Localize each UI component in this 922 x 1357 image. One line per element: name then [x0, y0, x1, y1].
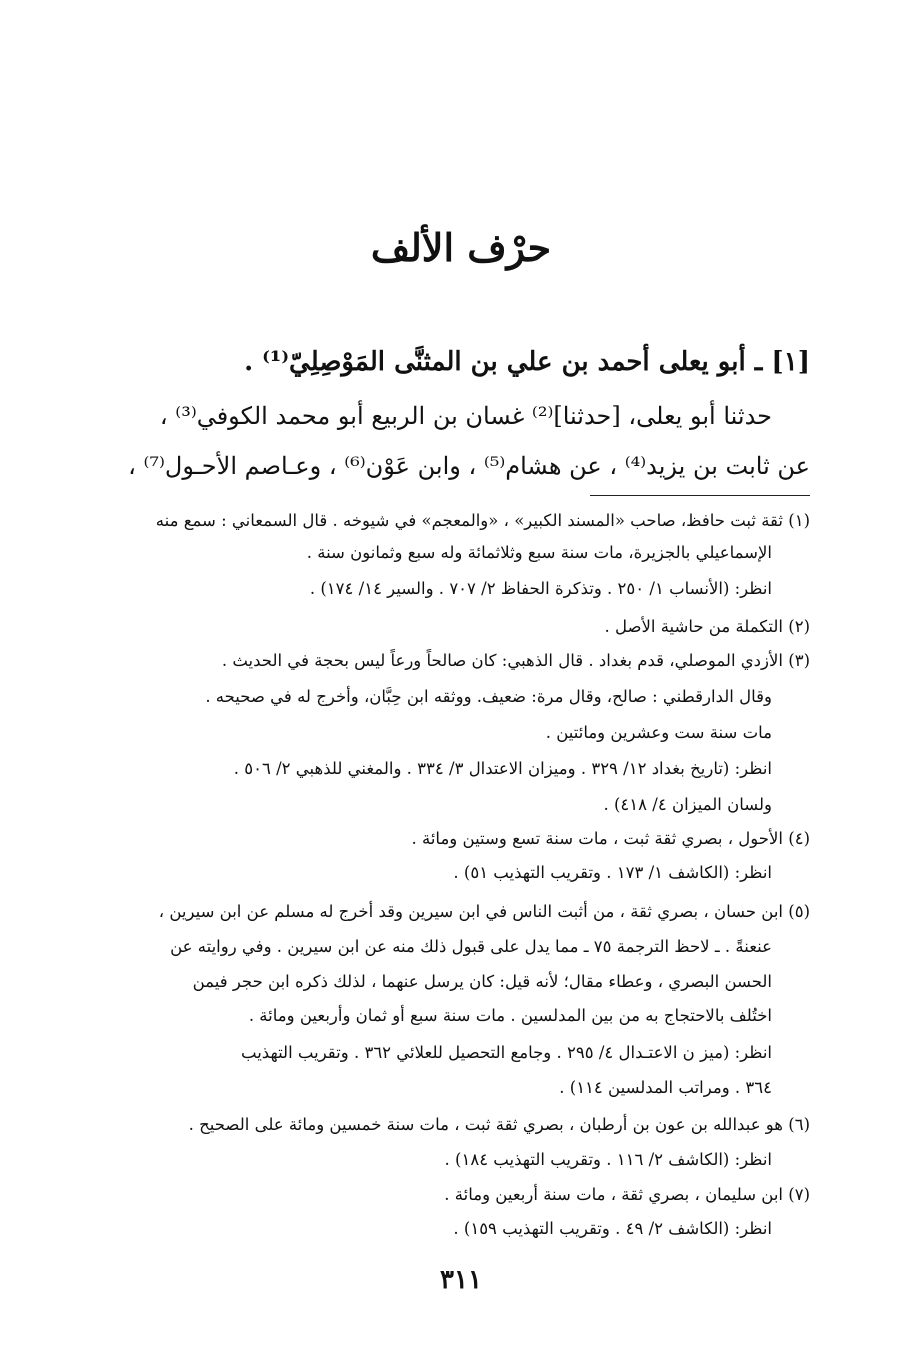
footnote-line: ٣٦٤ . ومراتب المدلسين ١١٤) . [559, 1078, 772, 1097]
footnote-line: (٤) الأحول ، بصري ثقة ثبت ، مات سنة تسع وستين ومائة . [411, 829, 810, 848]
footnote-line: مات سنة ست وعشرين ومائتين . [545, 723, 772, 742]
footnote-separator [590, 495, 810, 496]
footnote-line: الحسن البصري ، وعطاء مقال؛ لأنه قيل: كان يرسل عنهما ، لذلك ذكره ابن حجر فيمن [192, 972, 772, 991]
footnote-line: انظر: (تاريخ بغداد ١٢/ ٣٢٩ . وميزان الاعتدال ٣/ ٣٣٤ . والمغني للذهبي ٢/ ٥٠٦ . [233, 759, 772, 778]
footnote-line: الإسماعيلي بالجزيرة، مات سنة سبع وثلاثمائة وله سبع وثمانون سنة . [306, 543, 772, 562]
entry-body-line: عن ثابت بن يزيد⁽⁴⁾ ، عن هشام⁽⁵⁾ ، وابن عَوْن⁽⁶⁾ ، وعـاصم الأحـول⁽⁷⁾ ، [128, 452, 810, 480]
footnote-line: (٣) الأزدي الموصلي، قدم بغداد . قال الذهبي: كان صالحاً ورعاً ليس بحجة في الحديث . [221, 651, 810, 670]
footnote-line: ولسان الميزان ٤/ ٤١٨) . [603, 795, 772, 814]
footnote-line: وقال الدارقطني : صالح، وقال مرة: ضعيف. ووثقه ابن حِبَّان، وأخرج له في صحيحه . [205, 687, 772, 706]
footnote-line: انظر: (الكاشف ١/ ١٧٣ . وتقريب التهذيب ٥١) . [453, 863, 772, 882]
footnote-line: انظر: (الكاشف ٢/ ٤٩ . وتقريب التهذيب ١٥٩) . [453, 1219, 772, 1238]
footnote-line: (٢) التكملة من حاشية الأصل . [604, 617, 810, 636]
footnote-line: انظر: (الكاشف ٢/ ١١٦ . وتقريب التهذيب ١٨٤) . [444, 1150, 772, 1169]
footnote-line: (٦) هو عبدالله بن عون بن أرطبان ، بصري ثقة ثبت ، مات سنة خمسين ومائة على الصحيح . [188, 1115, 810, 1134]
entry-heading: [١] ـ أبو يعلى أحمد بن علي بن المثنَّى المَوْصِلِيّ⁽¹⁾ . [244, 347, 810, 377]
footnote-line: انظر: (ميز ن الاعتـدال ٤/ ٢٩٥ . وجامع التحصيل للعلائي ٣٦٢ . وتقريب التهذيب [241, 1043, 772, 1062]
page-number: ٣١١ [440, 1265, 482, 1295]
entry-body-line: حدثنا أبو يعلى، [حدثنا]⁽²⁾ غسان بن الربيع أبو محمد الكوفي⁽³⁾ ، [159, 402, 772, 430]
chapter-title: حرْف الألف [370, 225, 552, 270]
footnote-line: اختُلف بالاحتجاج به من بين المدلسين . مات سنة سبع أو ثمان وأربعين ومائة . [248, 1006, 772, 1025]
footnote-line: (٧) ابن سليمان ، بصري ثقة ، مات سنة أربعين ومائة . [444, 1185, 810, 1204]
footnote-line: انظر: (الأنساب ١/ ٢٥٠ . وتذكرة الحفاظ ٢/ ٧٠٧ . والسير ١٤/ ١٧٤) . [309, 579, 772, 598]
footnote-line: عنعنةً . ـ لاحظ الترجمة ٧٥ ـ مما يدل على قبول ذلك منه عن ابن سيرين . وفي روايته عن [170, 937, 772, 956]
footnote-line: (١) ثقة ثبت حافظ، صاحب «المسند الكبير» ، «والمعجم» في شيوخه . قال السمعاني : سمع منه [155, 511, 810, 530]
footnote-line: (٥) ابن حسان ، بصري ثقة ، من أثبت الناس في ابن سيرين وقد أخرج له مسلم عن ابن سيرين ، [158, 902, 810, 921]
